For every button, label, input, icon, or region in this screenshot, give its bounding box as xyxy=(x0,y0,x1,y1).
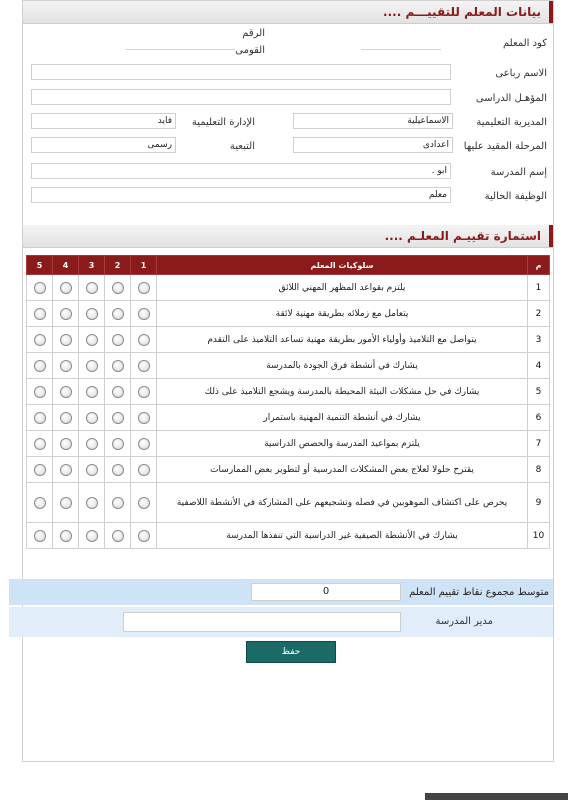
score-2-radio[interactable] xyxy=(112,438,124,450)
row-number: 7 xyxy=(528,431,550,457)
score-1-radio[interactable] xyxy=(138,530,150,542)
score-cell xyxy=(53,457,79,483)
current-job-input[interactable]: معلم xyxy=(31,187,451,203)
row-number: 10 xyxy=(528,523,550,549)
affiliation-label: التبعية xyxy=(229,141,255,152)
qualification-label: المؤهـل الدراسى xyxy=(475,93,547,104)
score-cell xyxy=(131,327,157,353)
score-cell xyxy=(131,353,157,379)
score-cell xyxy=(79,327,105,353)
score-5-radio[interactable] xyxy=(34,360,46,372)
score-cell xyxy=(27,353,53,379)
row-number: 1 xyxy=(528,275,550,301)
score-1-radio[interactable] xyxy=(138,308,150,320)
teacher-data-title: بيانات المعلم للتقييـــم .... xyxy=(383,5,541,19)
score-cell xyxy=(79,353,105,379)
row-number: 9 xyxy=(528,483,550,523)
score-cell xyxy=(27,457,53,483)
behavior-text: يتواصل مع التلاميذ وأولياء الأمور بطريقة مهنية تساعد التلاميذ على التقدم xyxy=(157,327,528,353)
row-number: 8 xyxy=(528,457,550,483)
score-4-radio[interactable] xyxy=(60,360,72,372)
score-cell xyxy=(105,301,131,327)
score-4-radio[interactable] xyxy=(60,334,72,346)
score-3-radio[interactable] xyxy=(86,464,98,476)
directorate-label: المديرية التعليمية xyxy=(476,117,547,128)
row-number: 5 xyxy=(528,379,550,405)
score-cell xyxy=(53,301,79,327)
score-cell xyxy=(131,379,157,405)
score-cell xyxy=(53,275,79,301)
form-frame xyxy=(22,0,554,762)
score-5-radio[interactable] xyxy=(34,464,46,476)
qualification-input[interactable] xyxy=(31,89,451,105)
score-5-radio[interactable] xyxy=(34,438,46,450)
score-cell xyxy=(131,483,157,523)
score-cell xyxy=(79,275,105,301)
table-row xyxy=(27,483,550,523)
behavior-text: يلتزم بمواعيد المدرسة والحصص الدراسية xyxy=(157,431,528,457)
score-cell xyxy=(53,327,79,353)
score-3-radio[interactable] xyxy=(86,308,98,320)
score-4-radio[interactable] xyxy=(60,464,72,476)
current-job-label: الوظيفة الحالية xyxy=(484,191,547,202)
score-4-radio[interactable] xyxy=(60,438,72,450)
score-cell xyxy=(79,483,105,523)
behavior-text: يتعامل مع زملائه بطريقة مهنية لائقة xyxy=(157,301,528,327)
score-cell xyxy=(79,523,105,549)
score-1-radio[interactable] xyxy=(138,438,150,450)
header-behaviors: سلوكيات المعلم xyxy=(157,256,528,275)
score-cell xyxy=(105,379,131,405)
score-5-radio[interactable] xyxy=(34,530,46,542)
bottom-dark-strip xyxy=(425,793,568,800)
row-number: 2 xyxy=(528,301,550,327)
teacher-data-header xyxy=(23,1,553,24)
score-cell xyxy=(131,523,157,549)
score-5-radio[interactable] xyxy=(34,282,46,294)
score-4-radio[interactable] xyxy=(60,386,72,398)
score-2-radio[interactable] xyxy=(112,360,124,372)
score-cell xyxy=(131,457,157,483)
evaluation-title: استمارة تقييـم المعلـم .... xyxy=(384,229,541,243)
score-cell xyxy=(79,405,105,431)
behavior-text: يشارك في حل مشكلات البيئة المحيطة بالمدرسة ويشجع التلاميذ على ذلك xyxy=(157,379,528,405)
score-cell xyxy=(27,301,53,327)
score-1-radio[interactable] xyxy=(138,334,150,346)
teacher-code-label: كود المعلم xyxy=(503,38,547,49)
score-cell xyxy=(105,327,131,353)
edu-admin-input[interactable]: فايد xyxy=(31,113,176,129)
score-2-radio[interactable] xyxy=(112,282,124,294)
score-cell xyxy=(105,431,131,457)
score-3-radio[interactable] xyxy=(86,282,98,294)
score-cell xyxy=(131,301,157,327)
score-5-radio[interactable] xyxy=(34,386,46,398)
stage-input[interactable]: اعدادى xyxy=(293,137,453,153)
score-4-radio[interactable] xyxy=(60,497,72,509)
score-cell xyxy=(105,353,131,379)
score-2-radio[interactable] xyxy=(112,386,124,398)
table-row xyxy=(27,405,550,431)
average-score-label: متوسط مجموع نقاط تقييم المعلم xyxy=(409,587,549,598)
score-cell xyxy=(27,379,53,405)
table-row xyxy=(27,327,550,353)
score-5-radio[interactable] xyxy=(34,334,46,346)
behavior-text: يشارك في الأنشطة الصيفية غير الدراسية التي تنفذها المدرسة xyxy=(157,523,528,549)
score-cell xyxy=(105,405,131,431)
header-score-1: 1 xyxy=(131,256,157,275)
score-2-radio[interactable] xyxy=(112,464,124,476)
score-1-radio[interactable] xyxy=(138,282,150,294)
stage-label: المرحلة المقيد عليها xyxy=(463,141,547,152)
evaluation-header xyxy=(23,225,553,248)
header-score-2: 2 xyxy=(105,256,131,275)
table-row xyxy=(27,457,550,483)
table-row xyxy=(27,431,550,457)
directorate-input[interactable]: الاسماعيلية xyxy=(293,113,453,129)
row-number: 6 xyxy=(528,405,550,431)
header-score-5: 5 xyxy=(27,256,53,275)
score-cell xyxy=(79,379,105,405)
score-cell xyxy=(131,405,157,431)
score-5-radio[interactable] xyxy=(34,308,46,320)
school-name-label: إسم المدرسة xyxy=(490,167,547,178)
score-1-radio[interactable] xyxy=(138,412,150,424)
score-cell xyxy=(131,431,157,457)
table-row xyxy=(27,379,550,405)
national-id-label-2: القومى xyxy=(235,45,265,56)
score-4-radio[interactable] xyxy=(60,308,72,320)
school-name-input[interactable]: ابو . xyxy=(31,163,451,179)
score-cell xyxy=(53,353,79,379)
score-1-radio[interactable] xyxy=(138,360,150,372)
affiliation-input[interactable]: رسمى xyxy=(31,137,176,153)
score-3-radio[interactable] xyxy=(86,386,98,398)
score-1-radio[interactable] xyxy=(138,464,150,476)
score-1-radio[interactable] xyxy=(138,386,150,398)
score-cell xyxy=(79,301,105,327)
header-accent-bar xyxy=(549,225,553,247)
score-3-radio[interactable] xyxy=(86,412,98,424)
score-2-radio[interactable] xyxy=(112,308,124,320)
manager-label: مدير المدرسة xyxy=(435,616,493,627)
national-id-label-1: الرقم xyxy=(242,28,265,39)
score-cell xyxy=(27,523,53,549)
score-3-radio[interactable] xyxy=(86,334,98,346)
score-3-radio[interactable] xyxy=(86,360,98,372)
behavior-text: يحرص على اكتشاف الموهوبين في فصله وتشجيعهم على المشاركة في الأنشطة اللاصفية xyxy=(157,483,528,523)
evaluation-table xyxy=(26,255,550,549)
score-2-radio[interactable] xyxy=(112,530,124,542)
table-row xyxy=(27,523,550,549)
table-row xyxy=(27,275,550,301)
average-score-row xyxy=(9,579,553,605)
score-cell xyxy=(79,431,105,457)
score-cell xyxy=(27,431,53,457)
manager-row xyxy=(9,607,553,637)
score-cell xyxy=(27,275,53,301)
score-cell xyxy=(27,405,53,431)
score-3-radio[interactable] xyxy=(86,438,98,450)
teacher-code-input[interactable] xyxy=(361,34,441,50)
table-row xyxy=(27,301,550,327)
score-3-radio[interactable] xyxy=(86,530,98,542)
row-number: 4 xyxy=(528,353,550,379)
score-3-radio[interactable] xyxy=(86,497,98,509)
score-cell xyxy=(131,275,157,301)
score-cell xyxy=(105,483,131,523)
save-button[interactable]: حفظ xyxy=(246,641,336,663)
score-cell xyxy=(105,275,131,301)
score-2-radio[interactable] xyxy=(112,334,124,346)
score-cell xyxy=(53,431,79,457)
score-cell xyxy=(79,457,105,483)
table-header-row xyxy=(27,256,550,275)
full-name-input[interactable] xyxy=(31,64,451,80)
edu-admin-label: الإدارة التعليمية xyxy=(191,117,255,128)
score-cell xyxy=(27,327,53,353)
score-2-radio[interactable] xyxy=(112,412,124,424)
score-cell xyxy=(53,379,79,405)
header-score-4: 4 xyxy=(53,256,79,275)
score-cell xyxy=(105,457,131,483)
score-1-radio[interactable] xyxy=(138,497,150,509)
score-cell xyxy=(53,523,79,549)
manager-input[interactable] xyxy=(123,612,401,632)
row-number: 3 xyxy=(528,327,550,353)
score-cell xyxy=(27,483,53,523)
score-2-radio[interactable] xyxy=(112,497,124,509)
header-score-3: 3 xyxy=(79,256,105,275)
behavior-text: يقترح حلولا لعلاج بعض المشكلات المدرسية أو لتطوير بعض الممارسات xyxy=(157,457,528,483)
behavior-text: يشارك في أنشطة فرق الجودة بالمدرسة xyxy=(157,353,528,379)
national-id-input[interactable] xyxy=(125,34,235,50)
score-4-radio[interactable] xyxy=(60,282,72,294)
header-num: م xyxy=(528,256,550,275)
score-cell xyxy=(105,523,131,549)
header-accent-bar xyxy=(549,1,553,23)
score-5-radio[interactable] xyxy=(34,497,46,509)
behavior-text: يشارك في أنشطة التنمية المهنية باستمرار xyxy=(157,405,528,431)
score-5-radio[interactable] xyxy=(34,412,46,424)
behavior-text: يلتزم بقواعد المظهر المهني اللائق xyxy=(157,275,528,301)
table-row xyxy=(27,353,550,379)
score-4-radio[interactable] xyxy=(60,530,72,542)
full-name-label: الاسم رباعى xyxy=(495,68,547,79)
score-cell xyxy=(53,483,79,523)
average-score-field[interactable]: 0 xyxy=(251,583,401,601)
score-cell xyxy=(53,405,79,431)
score-4-radio[interactable] xyxy=(60,412,72,424)
